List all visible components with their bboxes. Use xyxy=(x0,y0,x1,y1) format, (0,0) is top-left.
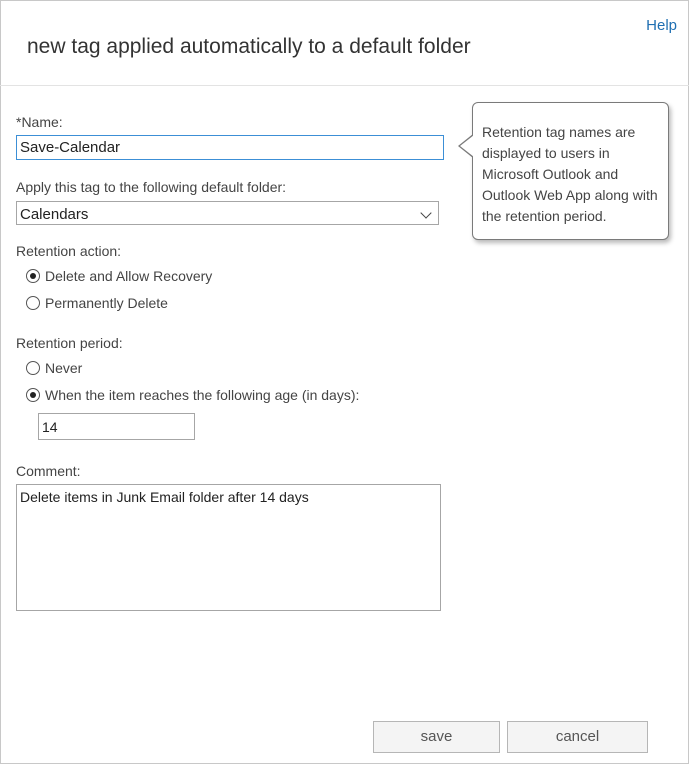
radio-label: Never xyxy=(45,360,83,376)
radio-button-icon xyxy=(26,296,40,310)
help-link[interactable]: Help xyxy=(646,17,677,34)
help-callout: Retention tag names are displayed to users in Microsoft Outlook and Outlook Web App along with the retention period. xyxy=(472,102,669,240)
name-input[interactable] xyxy=(16,135,444,160)
radio-button-icon xyxy=(26,388,40,402)
retention-period-label: Retention period: xyxy=(16,335,123,351)
chevron-down-icon xyxy=(420,207,431,218)
header-divider xyxy=(0,85,689,86)
callout-pointer-fill xyxy=(460,135,474,157)
comment-label: Comment: xyxy=(16,463,81,479)
radio-label: Delete and Allow Recovery xyxy=(45,268,213,284)
comment-textarea[interactable]: Delete items in Junk Email folder after 14 days xyxy=(16,484,441,611)
retention-action-label: Retention action: xyxy=(16,243,122,259)
radio-button-icon xyxy=(26,269,40,283)
folder-label: Apply this tag to the following default folder: xyxy=(16,179,287,195)
radio-item-age[interactable] xyxy=(26,387,359,403)
age-days-input[interactable] xyxy=(38,413,195,440)
folder-dropdown[interactable] xyxy=(16,201,439,225)
radio-delete-allow-recovery[interactable] xyxy=(26,268,212,284)
radio-label: Permanently Delete xyxy=(45,295,168,311)
name-label: *Name: xyxy=(16,114,63,130)
radio-label: When the item reaches the following age (in days): xyxy=(45,387,360,403)
save-button[interactable]: save xyxy=(373,721,500,753)
radio-never[interactable] xyxy=(26,360,82,376)
cancel-button[interactable]: cancel xyxy=(507,721,648,753)
folder-dropdown-value: Calendars xyxy=(20,206,89,223)
radio-button-icon xyxy=(26,361,40,375)
page-title: new tag applied automatically to a default folder xyxy=(27,35,471,58)
radio-permanently-delete[interactable] xyxy=(26,295,168,311)
